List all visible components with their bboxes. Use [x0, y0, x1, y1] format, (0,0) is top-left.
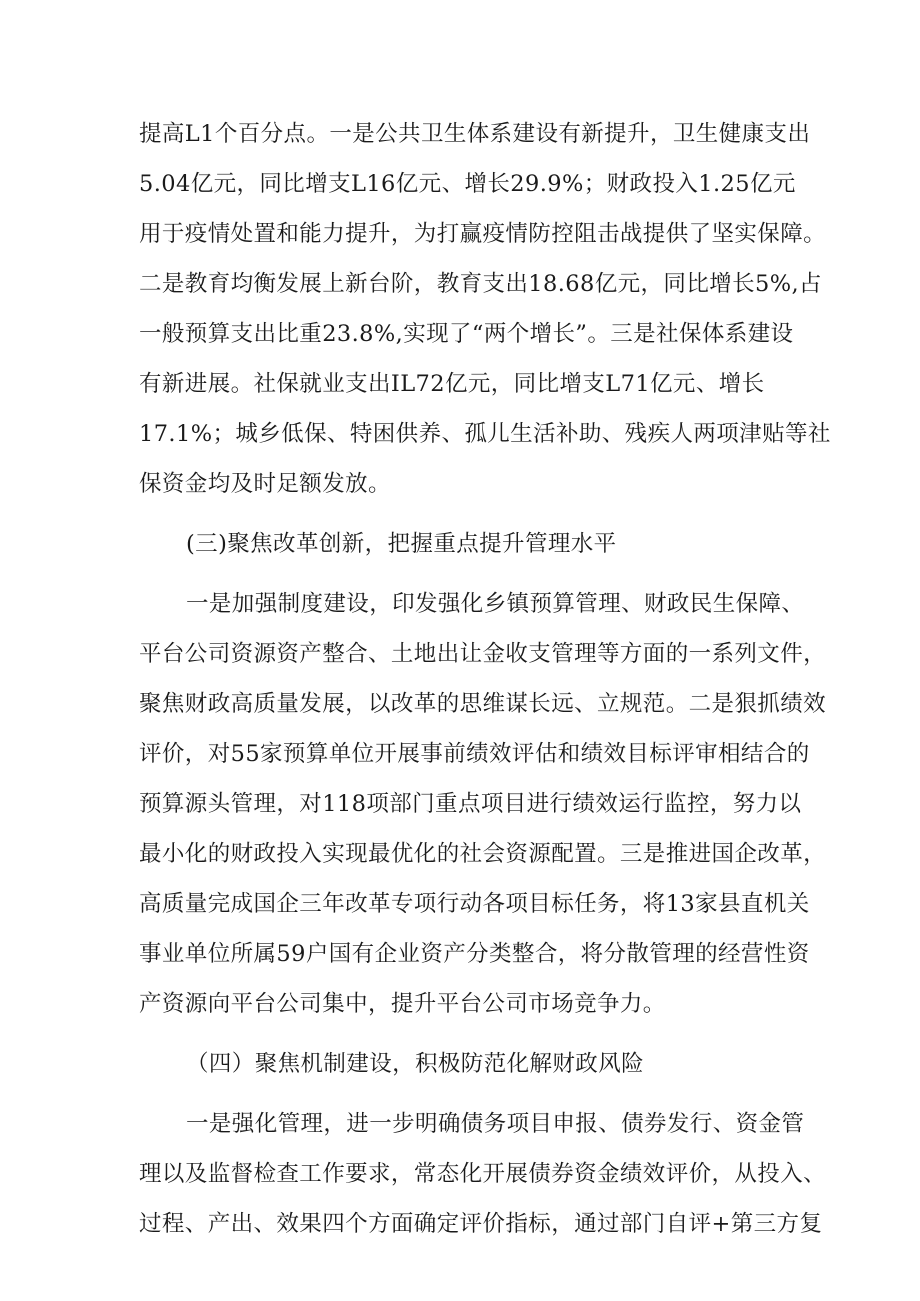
paragraph-1-line-3: 用于疫情处置和能力提升，为打赢疫情防控阻击战提供了坚实保障。 [139, 221, 827, 247]
paragraph-1-line-1: 提高L1个百分点。一是公共卫生体系建设有新提升，卫生健康支出 [139, 121, 811, 147]
paragraph-2-line-1: 一是加强制度建设，印发强化乡镇预算管理、财政民生保障、 [186, 591, 805, 617]
paragraph-2-line-7: 高质量完成国企三年改革专项行动各项目标任务，将13家县直机关 [139, 891, 810, 917]
paragraph-2-line-4: 评价，对55家预算单位开展事前绩效评估和绩效目标评审相结合的 [139, 741, 810, 767]
paragraph-2-line-3: 聚焦财政高质量发展，以改革的思维谋长远、立规范。二是狠抓绩效 [139, 691, 827, 717]
paragraph-2-line-5: 预算源头管理，对118项部门重点项目进行绩效运行监控，努力以 [139, 791, 802, 817]
paragraph-1-line-4: 二是教育均衡发展上新台阶，教育支出18.68亿元，同比增长5%,占 [139, 271, 822, 297]
section-heading-4: （四）聚焦机制建设，积极防范化解财政风险 [186, 1051, 645, 1077]
paragraph-3-line-3: 过程、产出、效果四个方面确定评价指标，通过部门自评+第三方复 [139, 1211, 823, 1237]
paragraph-3-line-1: 一是强化管理，进一步明确债务项目申报、债券发行、资金管 [186, 1111, 805, 1137]
paragraph-2-line-2: 平台公司资源资产整合、土地出让金收支管理等方面的一系列文件， [139, 641, 827, 667]
paragraph-2-line-6: 最小化的财政投入实现最优化的社会资源配置。三是推进国企改革， [139, 841, 827, 867]
paragraph-1-line-6: 有新进展。社保就业支出IL72亿元，同比增支L71亿元、增长 [139, 371, 765, 397]
paragraph-1-line-5: 一般预算支出比重23.8%,实现了“两个增长”。三是社保体系建设 [139, 321, 794, 347]
paragraph-1-line-8: 保资金均及时足额发放。 [139, 471, 391, 497]
section-heading-3: (三)聚焦改革创新，把握重点提升管理水平 [186, 531, 617, 557]
paragraph-2-line-8: 事业单位所属59户国有企业资产分类整合，将分散管理的经营性资 [139, 941, 810, 967]
paragraph-2-line-9: 产资源向平台公司集中，提升平台公司市场竞争力。 [139, 991, 666, 1017]
paragraph-3-line-2: 理以及监督检查工作要求，常态化开展债券资金绩效评价，从投入、 [139, 1161, 827, 1187]
paragraph-1-line-7: 17.1%；城乡低保、特困供养、孤儿生活补助、残疾人两项津贴等社 [139, 421, 831, 447]
paragraph-1-line-2: 5.04亿元，同比增支L16亿元、增长29.9%；财政投入1.25亿元 [139, 171, 796, 197]
